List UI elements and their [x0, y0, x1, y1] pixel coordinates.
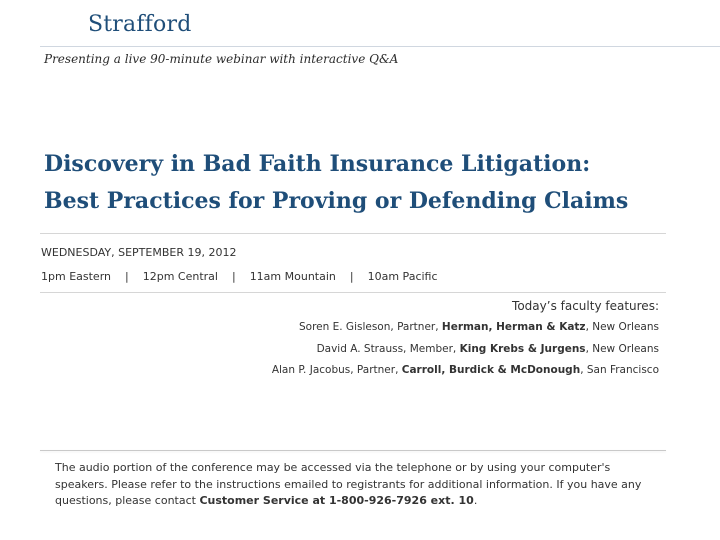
faculty-firm: King Krebs & Jurgens [459, 343, 586, 355]
faculty-name-title: Alan P. Jacobus, Partner, [271, 364, 402, 376]
customer-service-contact: Customer Service at 1-800-926-7926 ext. 10 [199, 494, 474, 507]
title-line-1: Discovery in Bad Faith Insurance Litigation: [44, 151, 591, 177]
header-divider [40, 46, 720, 47]
time-eastern: 1pm Eastern [41, 270, 111, 283]
faculty-name-title: David A. Strauss, Member, [316, 343, 460, 355]
faculty-location: , San Francisco [580, 364, 659, 376]
time-pacific: 10am Pacific [367, 270, 438, 283]
time-separator: | [125, 270, 129, 283]
webinar-title [44, 146, 628, 220]
faculty-location: , New Orleans [585, 343, 659, 355]
event-date: WEDNESDAY, SEPTEMBER 19, 2012 [41, 246, 237, 259]
faculty-heading: Today’s faculty features: [512, 299, 659, 313]
footer-divider [40, 450, 666, 451]
instructions-end: . [473, 494, 478, 507]
title-line-2: Best Practices for Proving or Defending Claims [44, 188, 629, 214]
faculty-member [299, 321, 659, 333]
time-separator: | [231, 270, 236, 283]
audio-instructions [55, 460, 655, 510]
time-separator: | [349, 270, 354, 283]
schedule-divider [40, 292, 666, 293]
strafford-logo: Strafford [88, 12, 192, 37]
faculty-member [272, 364, 659, 376]
faculty-firm: Herman, Herman & Katz [441, 321, 586, 333]
event-times [41, 270, 438, 283]
time-central: 12pm Central [142, 270, 218, 283]
faculty-firm: Carroll, Burdick & McDonough [401, 364, 581, 376]
instructions-text: The audio portion of the conference may be accessed via the telephone or by using your computer's speakers. Please refer to the instructions emailed to registrants for additional information. If you have any questions, please contact [55, 461, 642, 507]
faculty-name-title: Soren E. Gisleson, Partner, [299, 321, 442, 333]
faculty-member [317, 343, 659, 355]
time-mountain: 11am Mountain [249, 270, 336, 283]
tagline: Presenting a live 90-minute webinar with interactive Q&A [44, 52, 399, 66]
faculty-location: , New Orleans [585, 321, 659, 333]
title-divider [40, 233, 666, 234]
